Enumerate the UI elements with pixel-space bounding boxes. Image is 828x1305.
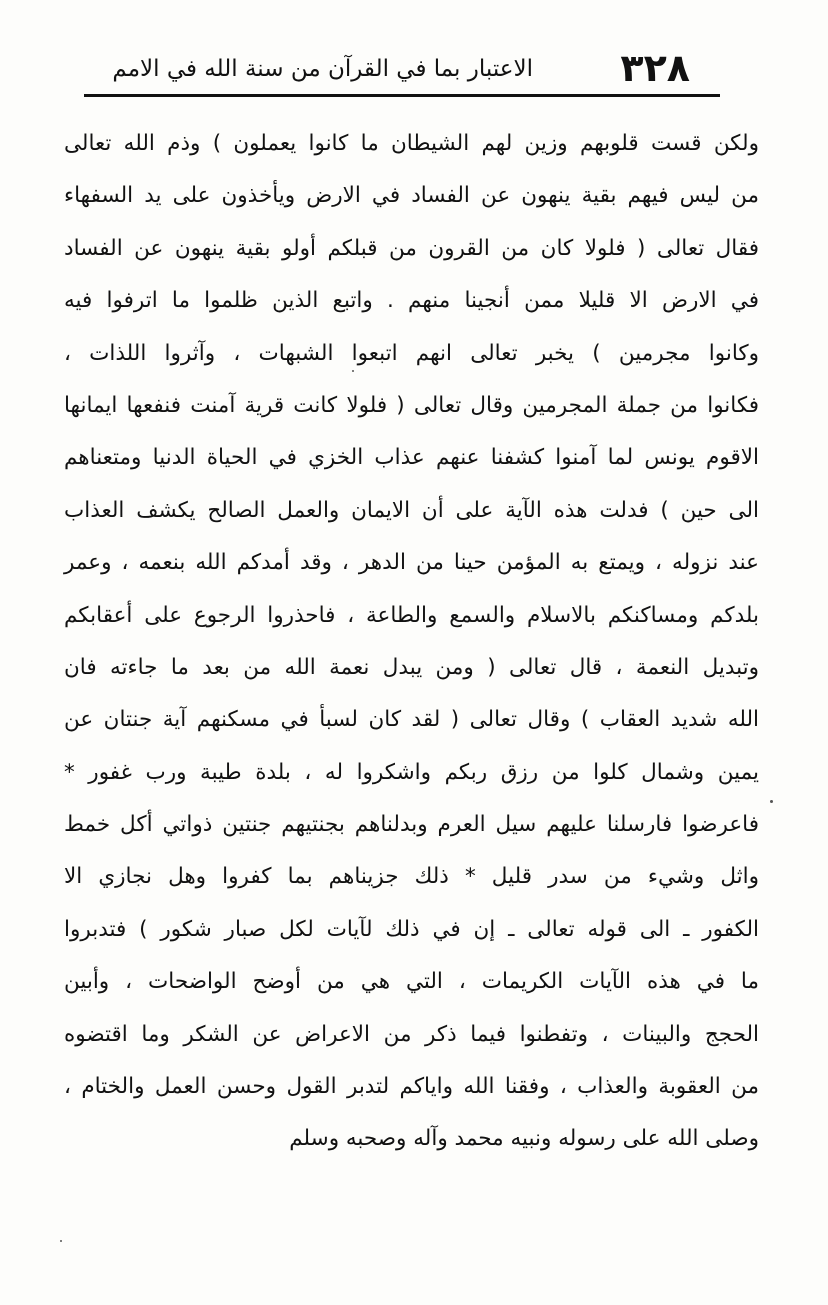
- text-line: ما في هذه الآيات الكريمات ، التي هي من أوضح الواضحات ، وأبين: [64, 969, 759, 995]
- page-number: ٣٢٨: [620, 46, 690, 90]
- text-line: في الارض الا قليلا ممن أنجينا منهم . واتبع الذين ظلموا ما اترفوا فيه: [64, 288, 759, 314]
- running-header: [84, 42, 718, 94]
- running-title: الاعتبار بما في القرآن من سنة الله في الامم: [112, 56, 533, 82]
- text-line: الكفور ـ الى قوله تعالى ـ إن في ذلك لآيات لكل صبار شكور ) فتدبروا: [64, 916, 759, 942]
- print-speck: [60, 1240, 62, 1242]
- text-line: وكانوا مجرمين ) يخبر تعالى انهم اتبعوا الشبهات ، وآثروا اللذات ،: [64, 340, 759, 366]
- text-line: الله شديد العقاب ) وقال تعالى ( لقد كان لسبأ في مسكنهم آية جنتان عن: [64, 707, 759, 733]
- text-line-last: وصلى الله على رسوله ونبيه محمد وآله وصحبه وسلم: [289, 1126, 759, 1152]
- print-speck: [770, 800, 773, 803]
- text-line: الاقوم يونس لما آمنوا كشفنا عنهم عذاب الخزي في الحياة الدنيا ومتعناهم: [64, 445, 759, 471]
- text-line: من ليس فيهم بقية ينهون عن الفساد في الارض ويأخذون على يد السفهاء: [64, 183, 759, 209]
- text-line: الحجج والبينات ، وتفطنوا فيما ذكر من الاعراض عن الشكر وما اقتضوه: [64, 1021, 759, 1047]
- print-speck: [352, 370, 354, 372]
- text-line: الى حين ) فدلت هذه الآية على أن الايمان والعمل الصالح يكشف العذاب: [64, 497, 759, 523]
- text-line: يمين وشمال كلوا من رزق ربكم واشكروا له ، بلدة طيبة ورب غفور *: [64, 759, 759, 785]
- text-line: واثل وشيء من سدر قليل * ذلك جزيناهم بما كفروا وهل نجازي الا: [64, 864, 759, 890]
- header-rule: [84, 94, 720, 97]
- body-text: [64, 118, 759, 1166]
- text-line: ولكن قست قلوبهم وزين لهم الشيطان ما كانوا يعملون ) وذم الله تعالى: [64, 131, 759, 156]
- text-line: فقال تعالى ( فلولا كان من القرون من قبلكم أولو بقية ينهون عن الفساد: [64, 235, 759, 261]
- text-line: وتبديل النعمة ، قال تعالى ( ومن يبدل نعمة الله من بعد ما جاءته فان: [64, 654, 759, 680]
- text-line: بلدكم ومساكنكم بالاسلام والسمع والطاعة ، فاحذروا الرجوع على أعقابكم: [64, 602, 759, 628]
- text-line: فاعرضوا فارسلنا عليهم سيل العرم وبدلناهم بجنتيهم جنتين ذواتي أكل خمط: [64, 812, 759, 838]
- text-line: فكانوا من جملة المجرمين وقال تعالى ( فلولا كانت قرية آمنت فنفعها ايمانها: [64, 392, 759, 418]
- text-line: عند نزوله ، ويمتع به المؤمن حينا من الدهر ، وقد أمدكم الله بنعمه ، وعمر: [64, 550, 759, 576]
- text-line: من العقوبة والعذاب ، وفقنا الله واياكم لتدبر القول وحسن العمل والختام ،: [64, 1074, 759, 1100]
